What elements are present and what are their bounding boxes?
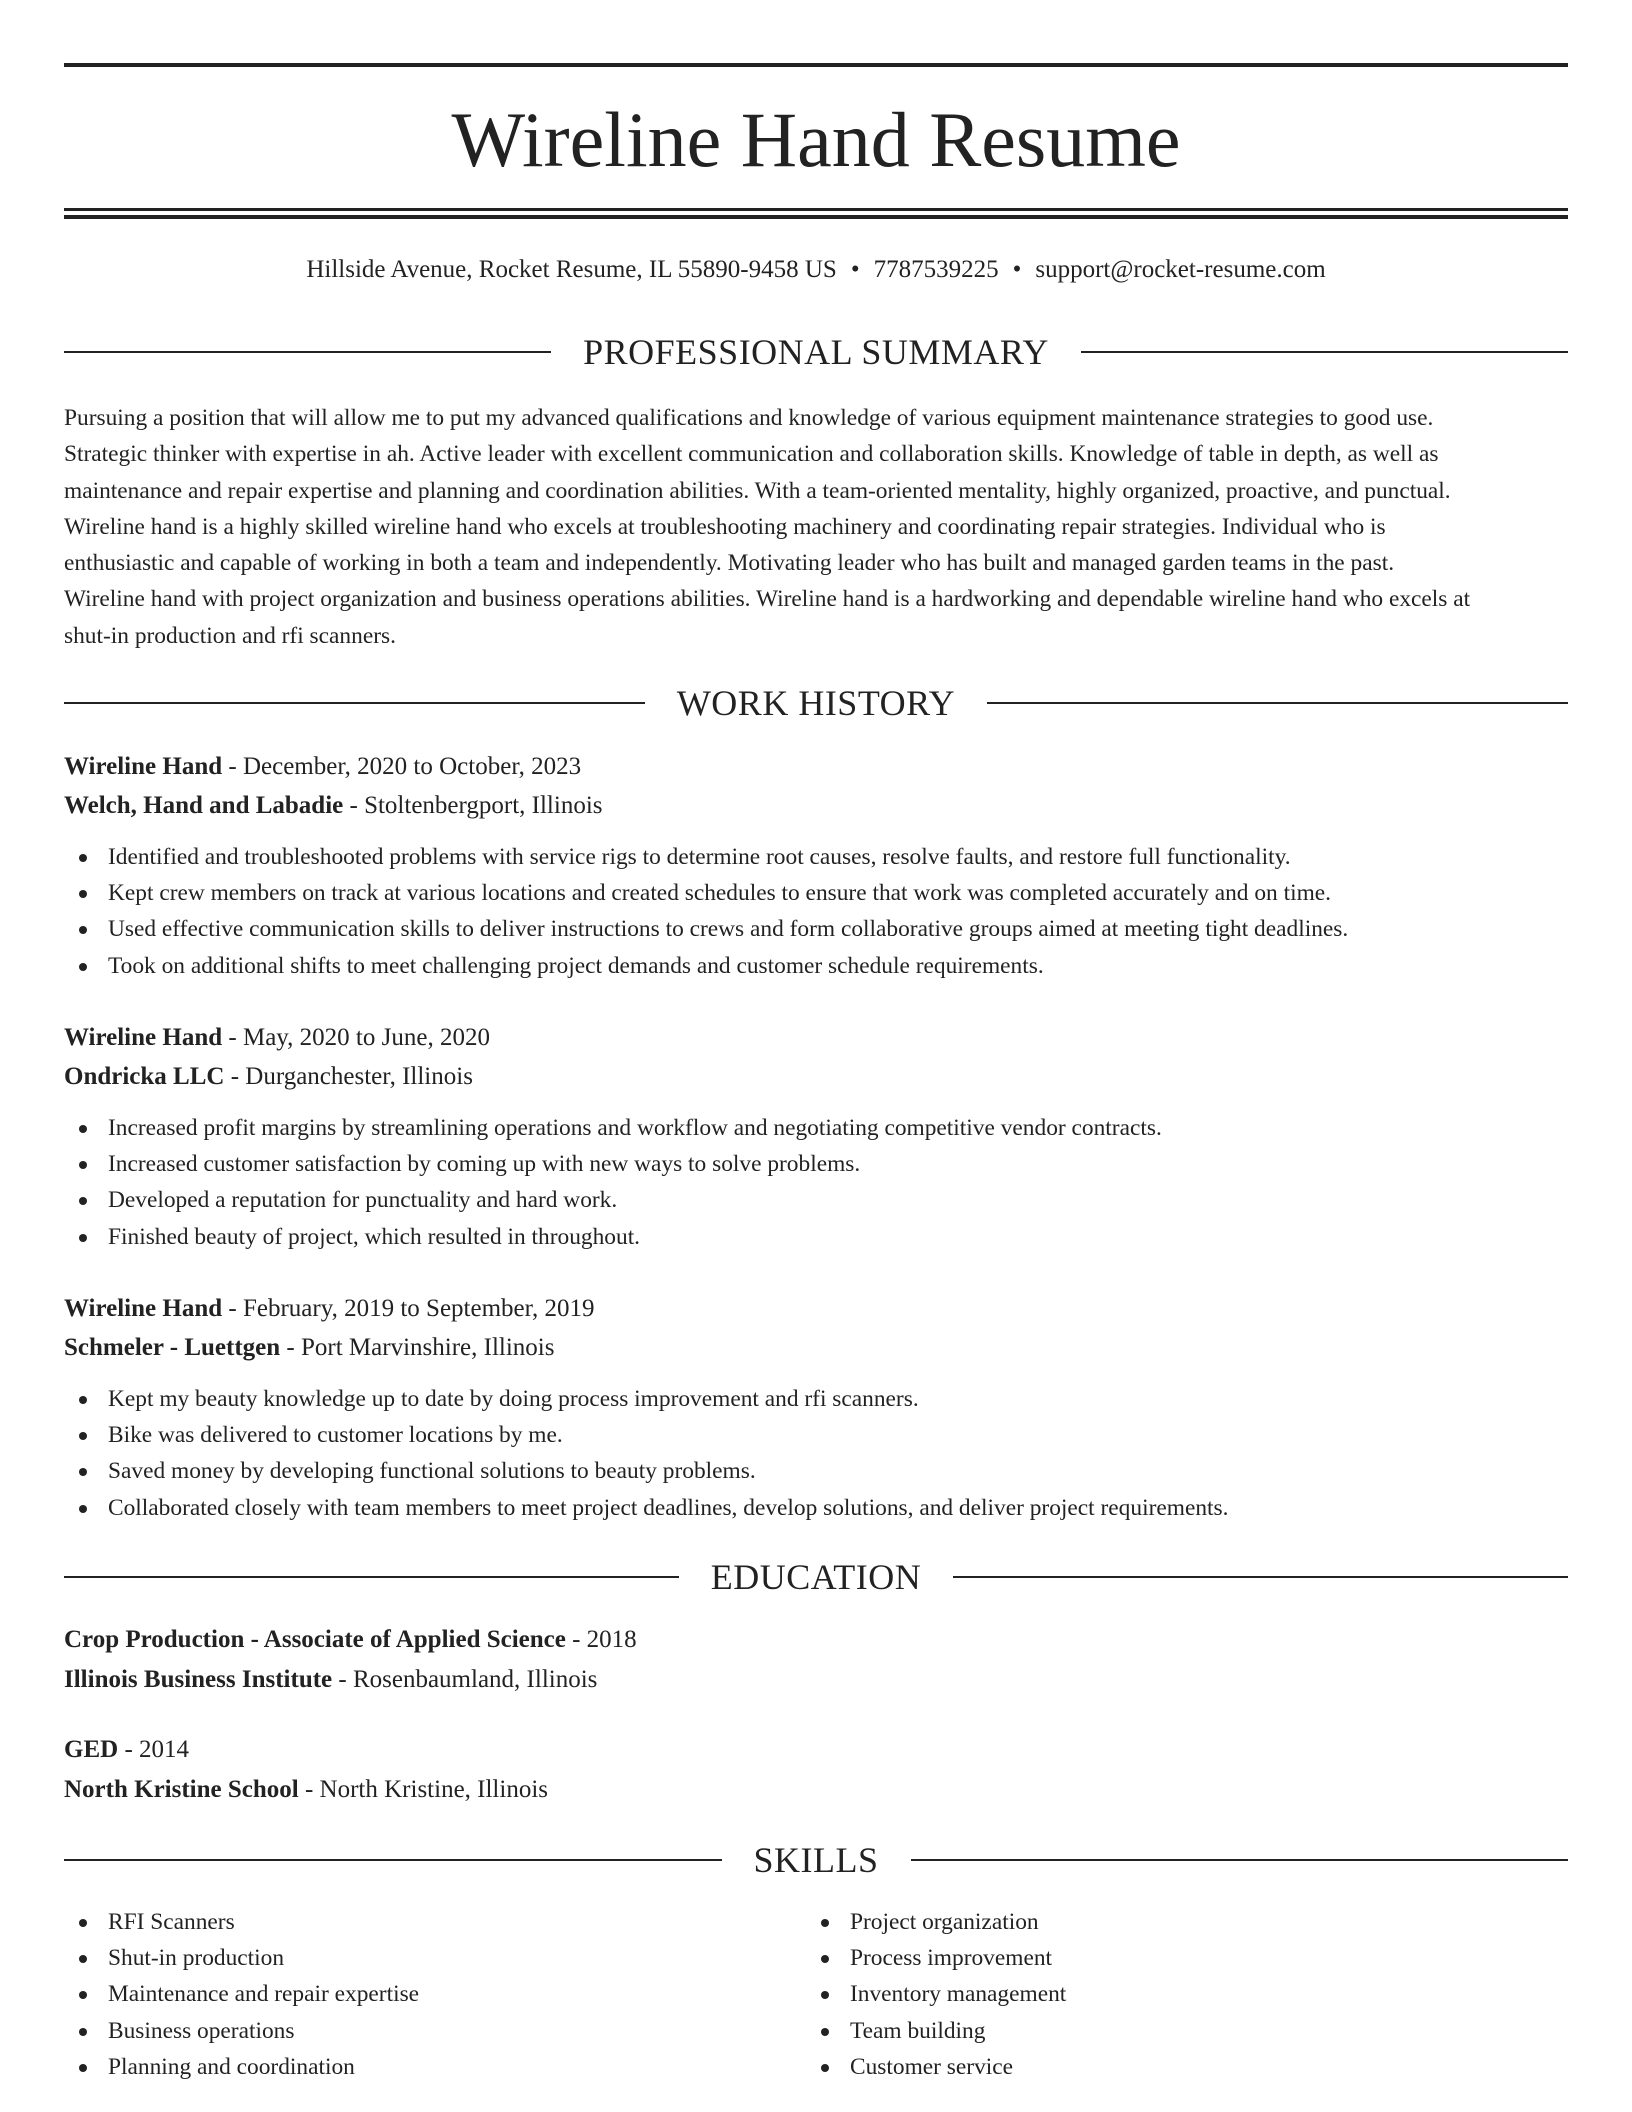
list-item [806,2013,1548,2049]
skill-text: RFI Scanners [108,1909,235,1935]
list-item [806,1940,1548,1976]
heading-rule [1081,351,1568,353]
section-title: PROFESSIONAL SUMMARY [583,332,1049,372]
bullet-icon [79,1197,87,1205]
job-entry [64,1019,1568,1255]
bullet-icon [821,2028,829,2036]
job-company: Schmeler - Luettgen [64,1334,281,1361]
heading-rule [987,702,1568,704]
bullet-icon [821,2064,829,2072]
list-item-text: Increased profit margins by streamlining operations and workflow and negotiating competitive vendor contracts. [108,1115,1162,1141]
summary-line: Strategic thinker with expertise in ah. Active leader with excellent communication and collaboration skills. Knowledge of table in depth, as well as [64,441,1439,468]
bullet-icon [79,1919,87,1927]
bullet-icon [79,1505,87,1513]
contact-line [64,254,1568,286]
skills-list [64,1904,1568,2085]
list-item-text: Kept my beauty knowledge up to date by doing process improvement and rfi scanners. [108,1386,919,1412]
job-title: Wireline Hand [64,1295,223,1322]
heading-rule [64,1859,722,1861]
list-item [64,839,1568,875]
list-item-text: Identified and troubleshooted problems with service rigs to determine root causes, resolve faults, and restore full functionality. [108,844,1291,870]
summary-line: Wireline hand with project organization and business operations abilities. Wireline hand is a hardworking and dependable wireline hand who excels at [64,586,1471,613]
skills-items [806,1904,1548,2085]
contact-email: support@rocket-resume.com [1035,256,1326,283]
list-item [64,1417,1568,1453]
job-duties [64,839,1568,984]
list-item [64,1182,1568,1218]
contact-separator: • [1012,256,1022,283]
list-item [64,1453,1568,1489]
list-item [64,1219,1568,1255]
heading-rule [64,1576,679,1578]
job-company-line [64,787,1568,825]
bullet-icon [79,2064,87,2072]
section-heading-education [64,1555,1568,1599]
education-degree-line [64,1620,1568,1660]
list-item [806,2049,1548,2085]
section-title: SKILLS [753,1840,879,1880]
section-heading-skills [64,1838,1568,1882]
list-item [64,1940,806,1976]
education-school-line [64,1660,1568,1700]
skills-column-right [806,1904,1548,2085]
heading-rule [953,1576,1568,1578]
summary-line: maintenance and repair expertise and planning and coordination abilities. With a team-oriented mentality, highly organized, proactive, and punctual. [64,477,1451,504]
bullet-icon [821,1919,829,1927]
section-title: EDUCATION [710,1557,922,1597]
job-title-line [64,1290,1568,1328]
list-item [64,911,1568,947]
title-rule-lower [64,215,1568,219]
education-year: - 2018 [565,1626,637,1653]
skill-text: Customer service [850,2053,1014,2080]
education-degree-line [64,1730,1568,1770]
list-item-text: Increased customer satisfaction by coming up with new ways to solve problems. [108,1151,861,1178]
section-title: WORK HISTORY [676,683,956,723]
list-item [64,1110,1568,1146]
skill-text: Inventory management [850,1981,1067,2008]
job-title-line [64,748,1568,786]
contact-phone: 7787539225 [873,256,999,283]
heading-rule [911,1859,1569,1861]
bullet-icon [79,1955,87,1963]
job-title-line [64,1019,1568,1057]
bullet-icon [79,1234,87,1242]
list-item [64,1904,806,1940]
education-location: - North Kristine, Illinois [298,1776,548,1803]
summary-text [64,400,1568,654]
education-entry [64,1620,1568,1700]
job-company-line [64,1058,1568,1096]
title-rule-upper [64,208,1568,211]
education-year: - 2014 [118,1736,190,1763]
skill-text: Maintenance and repair expertise [108,1981,420,2008]
job-location: - Port Marvinshire, Illinois [280,1334,555,1361]
bullet-icon [79,2028,87,2036]
summary-line: Wireline hand is a highly skilled wireline hand who excels at troubleshooting machinery and coordinating repair strategies. Individual who is [64,513,1386,540]
job-company-line [64,1329,1568,1367]
skills-column-left [64,1904,806,2085]
skill-text: Process improvement [850,1945,1053,1972]
list-item [64,1146,1568,1182]
skill-text: Planning and coordination [108,2053,355,2080]
list-item-text: Took on additional shifts to meet challenging project demands and customer schedule requirements. [108,952,1044,979]
job-company: Welch, Hand and Labadie [64,792,344,819]
bullet-icon [79,890,87,898]
education-school: North Kristine School [64,1776,299,1803]
job-location: - Durganchester, Illinois [224,1063,473,1090]
section-heading-summary [64,330,1568,374]
list-item [64,1976,806,2012]
education-degree: GED [64,1736,119,1763]
list-item [64,948,1568,984]
list-item [64,2013,806,2049]
list-item-text: Collaborated closely with team members to meet project deadlines, develop solutions, and deliver project requirements. [108,1494,1229,1521]
list-item [64,875,1568,911]
job-location: - Stoltenbergport, Illinois [343,792,603,819]
job-company: Ondricka LLC [64,1063,225,1090]
job-duties [64,1110,1568,1255]
job-dates: - February, 2019 to September, 2019 [222,1295,595,1322]
bullet-icon [79,1396,87,1404]
summary-line: shut-in production and rfi scanners. [64,622,396,649]
job-dates: - December, 2020 to October, 2023 [222,753,582,780]
list-item-text: Developed a reputation for punctuality and hard work. [108,1187,618,1214]
skills-items [64,1904,806,2085]
list-item [64,2049,806,2085]
list-item [64,1490,1568,1526]
bullet-icon [79,854,87,862]
education-degree: Crop Production - Associate of Applied Science [64,1626,566,1653]
summary-line: enthusiastic and capable of working in both a team and independently. Motivating leader who has built and managed garden teams in the past. [64,550,1395,577]
education-location: - Rosenbaumland, Illinois [332,1666,598,1693]
summary-line: Pursuing a position that will allow me to put my advanced qualifications and knowledge of various equipment maintenance strategies to good use. [64,405,1434,431]
education-school-line [64,1770,1568,1810]
bullet-icon [79,926,87,934]
bullet-icon [79,963,87,971]
bullet-icon [821,1955,829,1963]
bullet-icon [79,1161,87,1169]
list-item-text: Kept crew members on track at various locations and created schedules to ensure that work was completed accurately and on time. [108,880,1332,907]
list-item-text: Saved money by developing functional solutions to beauty problems. [108,1458,756,1485]
skill-text: Business operations [108,2017,295,2044]
education-school: Illinois Business Institute [64,1666,333,1693]
skill-text: Team building [850,2017,986,2044]
list-item-text: Used effective communication skills to deliver instructions to crews and form collaborative groups aimed at meeting tight deadlines. [108,916,1349,943]
job-title: Wireline Hand [64,1024,223,1051]
job-duties [64,1381,1568,1526]
list-item-text: Finished beauty of project, which resulted in throughout. [108,1223,641,1250]
list-item-text: Bike was delivered to customer locations by me. [108,1422,563,1449]
bullet-icon [79,1125,87,1133]
list-item [806,1904,1548,1940]
skill-text: Shut-in production [108,1945,285,1972]
job-dates: - May, 2020 to June, 2020 [222,1024,490,1051]
bullet-icon [79,1468,87,1476]
contact-separator: • [850,256,860,283]
contact-address: Hillside Avenue, Rocket Resume, IL 55890-9458 US [306,256,837,283]
bullet-icon [821,1991,829,1999]
job-entry [64,1290,1568,1526]
job-title: Wireline Hand [64,753,223,780]
section-heading-work [64,681,1568,725]
heading-rule [64,351,551,353]
job-entry [64,748,1568,984]
list-item [64,1381,1568,1417]
top-rule [64,63,1568,67]
resume-title: Wireline Hand Resume [451,96,1181,183]
bullet-icon [79,1432,87,1440]
skill-text: Project organization [850,1909,1039,1935]
education-entry [64,1730,1568,1810]
bullet-icon [79,1991,87,1999]
heading-rule [64,702,645,704]
list-item [806,1976,1548,2012]
